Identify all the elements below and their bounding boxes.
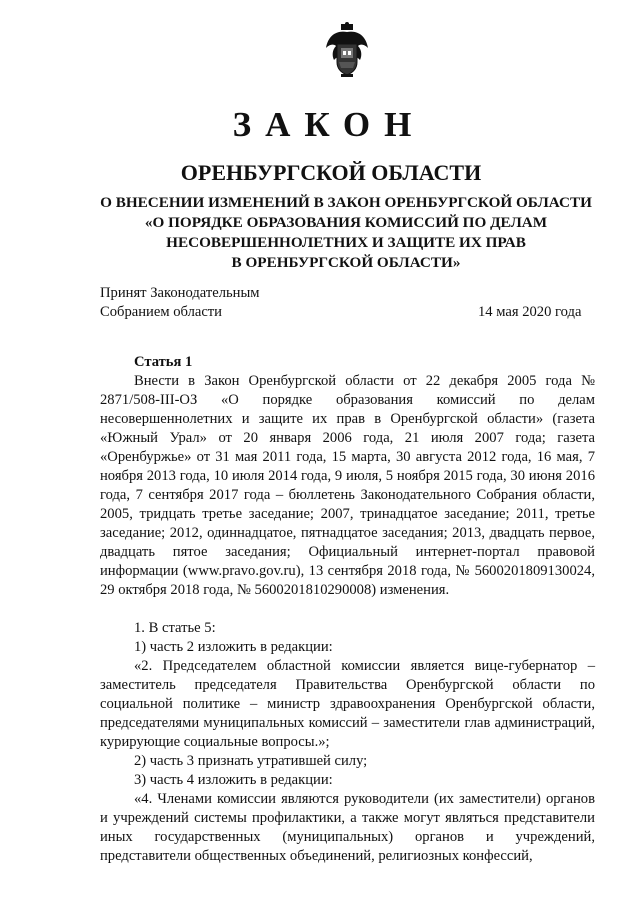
quote-paragraph: «4. Членами комиссии являются руководители (их заместители) органов и учреждений системы профилактики, а также могут являться представители иных государственных (муниципальных) органов и учреждений, представители общественных объединений, религиозных конфессий, <box>100 791 595 864</box>
subtitle-line: В ОРЕНБУРГСКОЙ ОБЛАСТИ» <box>231 254 461 271</box>
subitem-paragraph: 2) часть 3 признать утратившей силу; <box>134 753 368 769</box>
quote-paragraph: «2. Председателем областной комиссии является вице-губернатор – заместитель председателя Правительства Оренбургской области по социальной политике – министр здравоохранения Оренбургской области, председателями муниципальных комиссий – заместители глав администраций, курирующие социальные вопросы.»; <box>100 658 595 750</box>
law-subtitle <box>96 193 596 273</box>
subtitle-line: О ВНЕСЕНИИ ИЗМЕНЕНИЙ В ЗАКОН ОРЕНБУРГСКОЙ ОБЛАСТИ <box>100 194 592 211</box>
adoption-date: 14 мая 2020 года <box>478 304 582 320</box>
region-title: ОРЕНБУРГСКОЙ ОБЛАСТИ <box>180 160 482 185</box>
article-body <box>100 372 595 866</box>
article-heading: Статья 1 <box>134 354 193 370</box>
adoption-note <box>100 284 259 322</box>
item-paragraph: 1. В статье 5: <box>134 620 216 636</box>
law-title: ЗАКОН <box>232 105 426 144</box>
subtitle-line: «О ПОРЯДКЕ ОБРАЗОВАНИЯ КОМИССИЙ ПО ДЕЛАМ <box>144 214 548 231</box>
adoption-line: Принят Законодательным <box>100 285 260 301</box>
subitem-paragraph: 1) часть 2 изложить в редакции: <box>134 639 333 655</box>
coat-of-arms-icon <box>324 22 370 78</box>
article-intro: Внести в Закон Оренбургской области от 22 декабря 2005 года № 2871/508-III-ОЗ «О порядке образования комиссий по делам несовершеннолетних и защите их прав в Оренбургской области» (газета «Южный Урал» от 20 января 2006 года, 21 июля 2007 года; газета «Оренбуржье» от 31 мая 2011 года, 15 марта, 30 августа 2012 года, 16 мая, 7 ноября 2013 года, 10 июля 2014 года, 9 июля, 5 ноября 2015 года, 30 июня 2016 года, 7 сентября 2017 года – бюллетень Законодательного Собрания области, 2005, тридцать третье заседание; 2007, тринадцатое заседание; 2011, третье заседание; 2012, одиннадцатое, пятнадцатое заседания; 2013, двадцать первое, двадцать пятое заседания; Официальный интернет-портал правовой информации (www.pravo.gov.ru), 13 сентября 2018 года, № 5600201809130024, 29 октября 2018 года, № 5600201810290008) изменения. <box>100 373 595 598</box>
subitem-paragraph: 3) часть 4 изложить в редакции: <box>134 772 333 788</box>
subtitle-line: НЕСОВЕРШЕННОЛЕТНИХ И ЗАЩИТЕ ИХ ПРАВ <box>166 234 526 251</box>
adoption-line: Собранием области <box>100 304 222 320</box>
